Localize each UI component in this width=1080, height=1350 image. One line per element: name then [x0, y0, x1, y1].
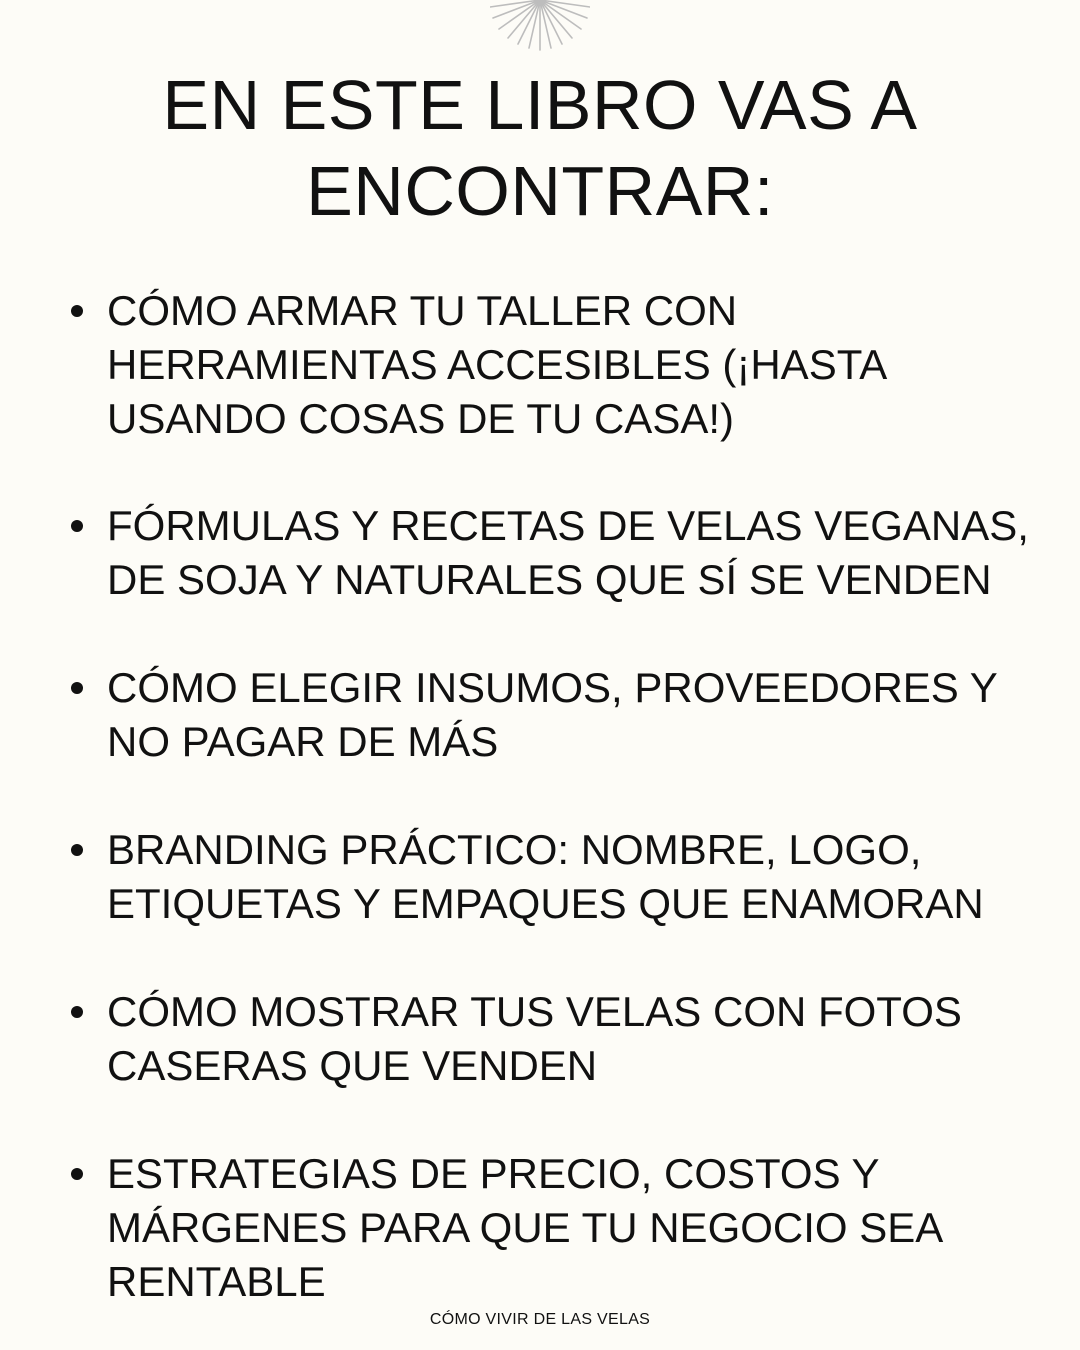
- bullet-icon: [71, 520, 83, 532]
- list-item-line: FÓRMULAS Y RECETAS DE VELAS VEGANAS,: [107, 502, 1029, 549]
- sunburst-icon: [490, 0, 590, 52]
- list-item-line: ESTRATEGIAS DE PRECIO, COSTOS Y: [107, 1150, 880, 1197]
- list-item-line: RENTABLE: [107, 1258, 326, 1305]
- list-item-text: [107, 985, 1067, 1093]
- list-item-line: MÁRGENES PARA QUE TU NEGOCIO SEA: [107, 1204, 944, 1251]
- title-line-1: EN ESTE LIBRO VAS A: [162, 66, 918, 144]
- bullet-icon: [71, 305, 83, 317]
- list-item-text: [107, 284, 1067, 446]
- list-item-text: [107, 1147, 1067, 1309]
- list-item-line: USANDO COSAS DE TU CASA!): [107, 395, 735, 442]
- page-title: [0, 62, 1080, 234]
- list-item-line: CÓMO ARMAR TU TALLER CON: [107, 287, 738, 334]
- list-item-line: DE SOJA Y NATURALES QUE SÍ SE VENDEN: [107, 556, 992, 603]
- list-item-line: NO PAGAR DE MÁS: [107, 718, 499, 765]
- bullet-icon: [71, 682, 83, 694]
- title-line-2: ENCONTRAR:: [306, 152, 774, 230]
- list-item-line: CÓMO MOSTRAR TUS VELAS CON FOTOS: [107, 988, 962, 1035]
- list-item-text: [107, 499, 1067, 607]
- list-item-text: [107, 823, 1067, 931]
- list-item-text: [107, 661, 1067, 769]
- list-item-line: CÓMO ELEGIR INSUMOS, PROVEEDORES Y: [107, 664, 998, 711]
- list-item-line: ETIQUETAS Y EMPAQUES QUE ENAMORAN: [107, 880, 984, 927]
- bullet-icon: [71, 1168, 83, 1180]
- list-item-line: HERRAMIENTAS ACCESIBLES (¡HASTA: [107, 341, 888, 388]
- bullet-icon: [71, 1006, 83, 1018]
- list-item-line: BRANDING PRÁCTICO: NOMBRE, LOGO,: [107, 826, 922, 873]
- footer-caption: CÓMO VIVIR DE LAS VELAS: [429, 1311, 651, 1328]
- bullet-icon: [71, 844, 83, 856]
- list-item-line: CASERAS QUE VENDEN: [107, 1042, 598, 1089]
